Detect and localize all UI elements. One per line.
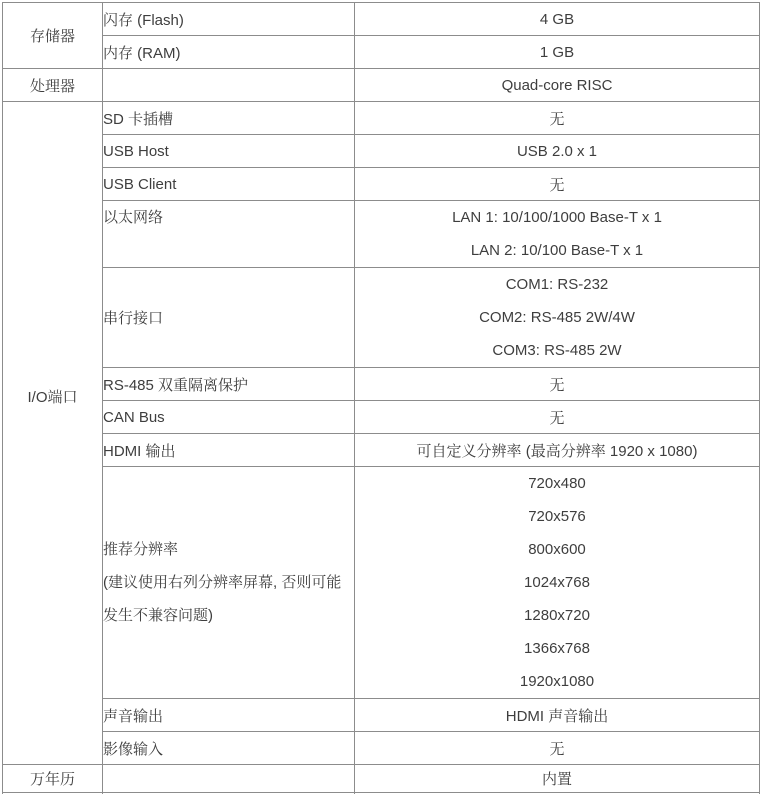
spec-table bbox=[2, 2, 760, 794]
table-row bbox=[3, 401, 760, 434]
category-cell-storage bbox=[3, 3, 103, 69]
row-label: 以太网络 bbox=[103, 209, 164, 226]
label-cell-recommended-resolutions bbox=[103, 467, 355, 699]
value-cell-audio-out: HDMI 声音输出 bbox=[355, 699, 760, 732]
value-cell-serial bbox=[355, 268, 760, 368]
label-cell-sd-slot: SD 卡插槽 bbox=[103, 102, 355, 135]
label-line: (建议使用右列分辨率屏幕, 否则可能 bbox=[103, 574, 342, 591]
value-cell-usb-host: USB 2.0 x 1 bbox=[355, 135, 760, 168]
value-line: 720x480 bbox=[528, 475, 586, 492]
table-row bbox=[3, 699, 760, 732]
value-cell-recommended-resolutions bbox=[355, 467, 760, 699]
label-cell-video-in: 影像输入 bbox=[103, 732, 355, 765]
value-line: LAN 2: 10/100 Base-T x 1 bbox=[470, 242, 644, 259]
value-cell-flash: 4 GB bbox=[355, 3, 760, 36]
value-cell-can-bus: 无 bbox=[355, 401, 760, 434]
table-row bbox=[3, 467, 760, 699]
category-label-io: I/O端口 bbox=[27, 388, 78, 406]
value-cell-calendar: 内置 bbox=[355, 765, 760, 793]
label-cell-ram: 内存 (RAM) bbox=[103, 36, 355, 69]
value-cell-rs485-isolation: 无 bbox=[355, 368, 760, 401]
value-cell-ethernet bbox=[355, 201, 760, 268]
label-line: 推荐分辨率 bbox=[103, 541, 179, 558]
value-line: COM1: RS-232 bbox=[505, 276, 609, 293]
table-row bbox=[3, 168, 760, 201]
table-row bbox=[3, 765, 760, 793]
label-cell-usb-client: USB Client bbox=[103, 168, 355, 201]
category-cell-io bbox=[3, 102, 103, 765]
label-cell-ethernet bbox=[103, 201, 355, 268]
table-row bbox=[3, 69, 760, 102]
label-cell-calendar-empty bbox=[103, 765, 355, 793]
label-cell-serial: 串行接口 bbox=[103, 268, 355, 368]
category-cell-processor bbox=[3, 69, 103, 102]
value-line: COM2: RS-485 2W/4W bbox=[479, 309, 635, 326]
table-row bbox=[3, 434, 760, 467]
category-label-calendar: 万年历 bbox=[29, 771, 75, 788]
value-line: 720x576 bbox=[528, 508, 586, 525]
table-row bbox=[3, 732, 760, 765]
label-cell-can-bus: CAN Bus bbox=[103, 401, 355, 434]
label-cell-processor-empty bbox=[103, 69, 355, 102]
label-line: 发生不兼容问题) bbox=[103, 607, 213, 624]
category-cell-calendar bbox=[3, 765, 103, 793]
table-row bbox=[3, 201, 760, 268]
table-row bbox=[3, 368, 760, 401]
value-line: COM3: RS-485 2W bbox=[492, 342, 622, 359]
value-cell-ram: 1 GB bbox=[355, 36, 760, 69]
label-cell-audio-out: 声音输出 bbox=[103, 699, 355, 732]
label-cell-hdmi-out: HDMI 输出 bbox=[103, 434, 355, 467]
value-line: 1920x1080 bbox=[519, 673, 595, 690]
table-row bbox=[3, 3, 760, 36]
label-cell-flash: 闪存 (Flash) bbox=[103, 3, 355, 36]
label-cell-usb-host: USB Host bbox=[103, 135, 355, 168]
value-cell-video-in: 无 bbox=[355, 732, 760, 765]
value-line: 1366x768 bbox=[524, 640, 590, 657]
category-label-processor: 处理器 bbox=[29, 77, 75, 95]
table-row bbox=[3, 36, 760, 69]
label-cell-rs485-isolation: RS-485 双重隔离保护 bbox=[103, 368, 355, 401]
category-label-storage: 存储器 bbox=[29, 28, 75, 45]
table-row bbox=[3, 135, 760, 168]
value-cell-usb-client: 无 bbox=[355, 168, 760, 201]
value-line: 1024x768 bbox=[524, 574, 590, 591]
value-line: 1280x720 bbox=[524, 607, 590, 624]
table-row bbox=[3, 102, 760, 135]
value-line: LAN 1: 10/100/1000 Base-T x 1 bbox=[452, 209, 662, 226]
value-line: 800x600 bbox=[528, 541, 586, 558]
value-cell-sd-slot: 无 bbox=[355, 102, 760, 135]
value-cell-processor: Quad-core RISC bbox=[355, 69, 760, 102]
value-cell-hdmi-out: 可自定义分辨率 (最高分辨率 1920 x 1080) bbox=[355, 434, 760, 467]
table-row bbox=[3, 268, 760, 368]
